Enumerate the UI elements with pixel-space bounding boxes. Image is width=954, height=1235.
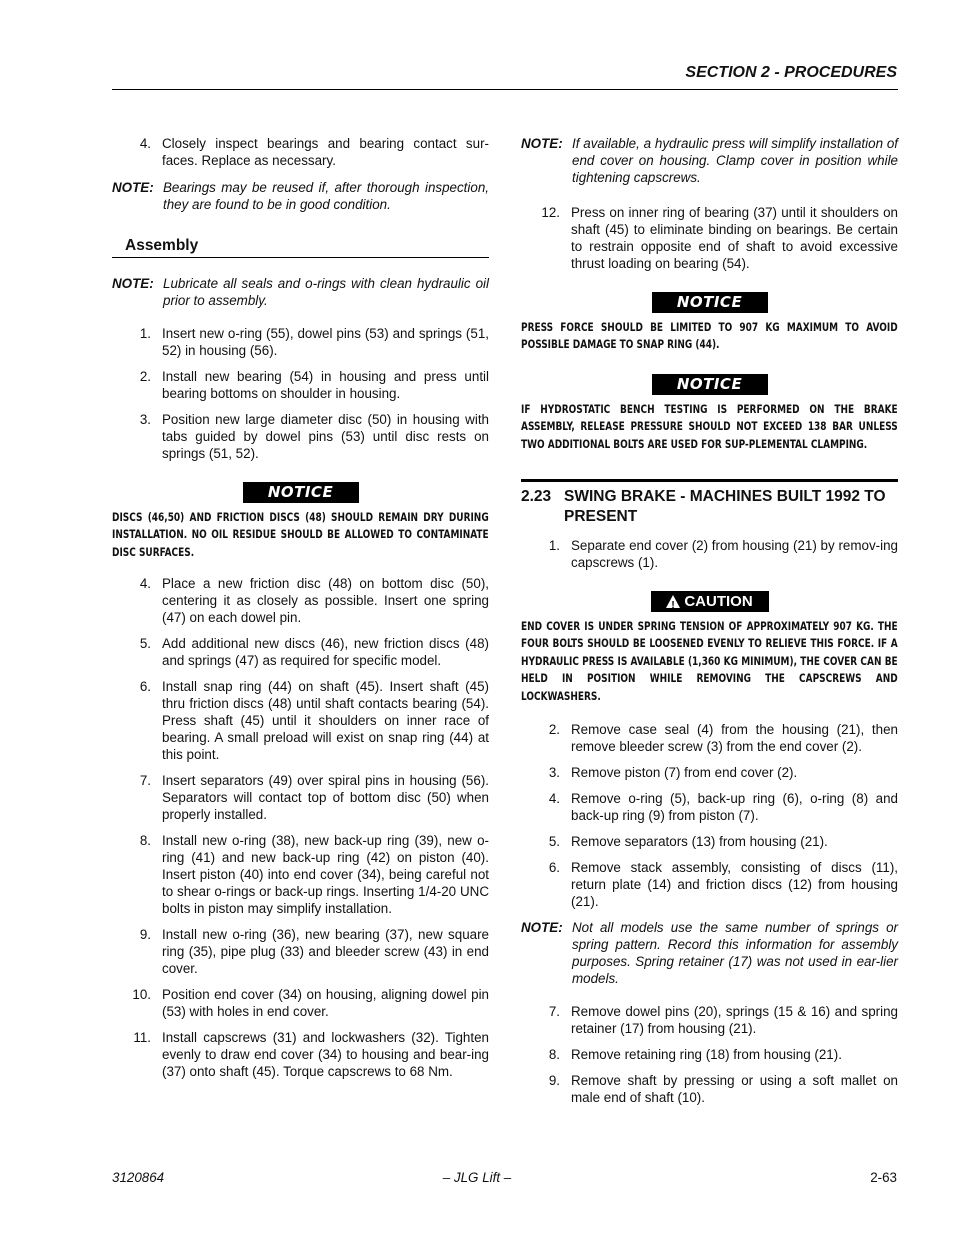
step-text: Install snap ring (44) on shaft (45). Insert shaft (45) thru friction discs (48) until shaft contacts bearing (54). Press shaft (45) until it shoulders on inner race of bearing. A small preload will exist on snap ring (44) at this point. <box>162 679 489 763</box>
step-text: Position new large diameter disc (50) in housing with tabs guided by dowel pins (53) until disc rests on springs (51, 52). <box>162 412 489 461</box>
step-text: Closely inspect bearings and bearing contact sur-faces. Replace as necessary. <box>162 136 489 168</box>
step-text: Install capscrews (31) and lockwashers (32). Tighten evenly to draw end cover (34) to housing and bear-ing (37) onto shaft (45). Torque capscrews to 68 Nm. <box>162 1030 489 1080</box>
step-number: 4. <box>139 576 151 592</box>
header-rule <box>112 89 898 90</box>
list-item <box>521 764 898 781</box>
step-number: 1. <box>139 326 151 341</box>
step-number: 2. <box>139 369 151 384</box>
list-item <box>112 986 489 1020</box>
step-text: Press on inner ring of bearing (37) until it shoulders on shaft (45) to eliminate binding on bearings. Be certain to restrain opposite end of shaft to avoid excessive thrust loading on bearing (54). <box>571 205 898 271</box>
step-text: Separate end cover (2) from housing (21) by remov-ing capscrews (1). <box>571 538 898 571</box>
notice-text: PRESS FORCE SHOULD BE LIMITED TO 907 KG MAXIMUM TO AVOID POSSIBLE DAMAGE TO SNAP RING (44). <box>521 320 898 352</box>
step-number: 4. <box>548 791 560 807</box>
step-number: 5. <box>548 834 560 850</box>
footer-page-number: 2-63 <box>870 1170 897 1185</box>
step-text: Insert new o-ring (55), dowel pins (53) and springs (51, 52) in housing (56). <box>162 326 489 358</box>
list-item <box>112 832 489 917</box>
note-text: Lubricate all seals and o-rings with clean hydraulic oil prior to assembly. <box>163 276 489 308</box>
step-number: 7. <box>139 773 151 789</box>
step-text: Install new bearing (54) in housing and press until bearing bottoms on shoulder in housing. <box>162 369 489 401</box>
step-number: 3. <box>139 412 151 427</box>
list-item <box>521 204 898 272</box>
list-item <box>521 721 898 755</box>
step-number: 8. <box>139 833 151 849</box>
notice-text: DISCS (46,50) AND FRICTION DISCS (48) SHOULD REMAIN DRY DURING INSTALLATION. NO OIL RESIDUE SHOULD BE ALLOWED TO CONTAMINATE DISC SURFACES. <box>112 510 489 559</box>
step-text: Install new o-ring (36), new bearing (37), new square ring (35), pipe plug (33) and bleeder screw (43) in end cover. <box>162 927 489 977</box>
list-item <box>521 1003 898 1037</box>
section-title-text: SWING BRAKE - MACHINES BUILT 1992 TO PRESENT <box>564 488 886 526</box>
step-number: 7. <box>548 1004 560 1020</box>
step-text: Remove dowel pins (20), springs (15 & 16) and spring retainer (17) from housing (21). <box>571 1004 898 1037</box>
step-text: Insert separators (49) over spiral pins in housing (56). Separators will contact top of bottom disc (50) when properly installed. <box>162 773 489 823</box>
step-text: Position end cover (34) on housing, aligning dowel pin (53) with holes in end cover. <box>162 987 489 1020</box>
list-item <box>521 833 898 850</box>
list-item <box>112 325 489 359</box>
note-label: NOTE: <box>112 276 154 291</box>
caution-text: END COVER IS UNDER SPRING TENSION OF APPROXIMATELY 907 KG. THE FOUR BOLTS SHOULD BE LOOSENED EVENLY TO RELIEVE THIS FORCE. IF A HYDRAULIC PRESS IS AVAILABLE (1,360 KG MINIMUM), THE COVER CAN BE HELD IN POSITION WHILE REMOVING THE CAPSCREWS AND LOCKWASHERS. <box>521 619 898 703</box>
note-label: NOTE: <box>112 180 154 195</box>
note <box>112 179 489 213</box>
footer-doc-number: 3120864 <box>112 1170 165 1185</box>
step-text: Remove piston (7) from end cover (2). <box>571 765 798 781</box>
list-item <box>112 1029 489 1080</box>
step-number: 1. <box>548 538 560 554</box>
notice-badge: NOTICE <box>243 482 359 503</box>
note-label: NOTE: <box>521 136 563 151</box>
list-item <box>521 1046 898 1063</box>
step-number: 10. <box>132 987 151 1003</box>
left-column <box>112 135 489 1089</box>
warning-triangle-icon: ! <box>666 595 680 608</box>
section-number: 2.23 <box>521 488 552 506</box>
step-text: Remove separators (13) from housing (21). <box>571 834 828 850</box>
step-number: 5. <box>139 636 151 652</box>
notice-text: IF HYDROSTATIC BENCH TESTING IS PERFORMED ON THE BRAKE ASSEMBLY, RELEASE PRESSURE SHOULD NOT EXCEED 138 BAR UNLESS TWO ADDITIONAL BOLTS ARE USED FOR SUP-PLEMENTAL CLAMPING. <box>521 401 898 451</box>
caution-label: CAUTION <box>684 593 753 611</box>
list-item <box>112 575 489 626</box>
list-item <box>112 678 489 763</box>
step-text: Remove retaining ring (18) from housing (21). <box>571 1047 842 1063</box>
section-heading <box>521 479 898 527</box>
notice-badge: NOTICE <box>652 374 768 395</box>
list-item <box>112 368 489 402</box>
list-item <box>112 635 489 669</box>
step-text: Remove case seal (4) from the housing (21), then remove bleeder screw (3) from the end cover (2). <box>571 722 898 755</box>
step-number: 3. <box>548 765 560 781</box>
list-item <box>112 926 489 977</box>
step-text: Remove shaft by pressing or using a soft mallet on male end of shaft (10). <box>571 1073 898 1106</box>
step-text: Remove stack assembly, consisting of discs (11), return plate (14) and friction discs (12) from housing (21). <box>571 860 898 910</box>
list-item <box>112 411 489 462</box>
step-number: 8. <box>548 1047 560 1063</box>
section-title: SECTION 2 - PROCEDURES <box>685 64 897 81</box>
step-text: Add additional new discs (46), new friction discs (48) and springs (47) as required for specific model. <box>162 636 489 669</box>
list-item <box>112 135 489 169</box>
list-item <box>521 1072 898 1106</box>
step-number: 9. <box>139 927 151 943</box>
list-item <box>521 859 898 910</box>
right-column <box>521 135 898 1115</box>
step-number: 12. <box>541 205 560 220</box>
step-number: 11. <box>133 1030 151 1046</box>
assembly-heading: Assembly <box>112 231 489 258</box>
step-number: 9. <box>548 1073 560 1089</box>
note-text: Not all models use the same number of springs or spring pattern. Record this information for assembly purposes. Spring retainer (17) was not used in ear-lier models. <box>572 920 898 987</box>
list-item <box>112 772 489 823</box>
step-number: 2. <box>548 722 560 738</box>
step-number: 6. <box>548 860 560 876</box>
list-item <box>521 537 898 571</box>
caution-badge <box>651 591 769 612</box>
notice-badge: NOTICE <box>652 292 768 313</box>
footer-center: – JLG Lift – <box>442 1170 512 1185</box>
step-number: 6. <box>139 679 151 695</box>
note <box>521 135 898 186</box>
note <box>521 919 898 987</box>
note-text: If available, a hydraulic press will simplify installation of end cover on housing. Clamp cover in position while tightening capscrews. <box>572 136 898 185</box>
list-item <box>521 790 898 824</box>
note <box>112 275 489 309</box>
note-text: Bearings may be reused if, after thorough inspection, they are found to be in good condition. <box>163 180 489 212</box>
step-number: 4. <box>139 136 151 151</box>
step-text: Install new o-ring (38), new back-up ring (39), new o-ring (41) and new back-up ring (42) on piston (40). Insert piston (40) into end cover (34), being careful not to shear o-rings or back-up rings. Inserting 1/4-20 UNC bolts in piston may simplify installation. <box>162 833 489 917</box>
step-text: Remove o-ring (5), back-up ring (6), o-ring (8) and back-up ring (9) from piston (7). <box>571 791 898 824</box>
note-label: NOTE: <box>521 920 563 936</box>
step-text: Place a new friction disc (48) on bottom disc (50), centering it as closely as possible. Insert one spring (47) on each dowel pin. <box>162 576 489 626</box>
